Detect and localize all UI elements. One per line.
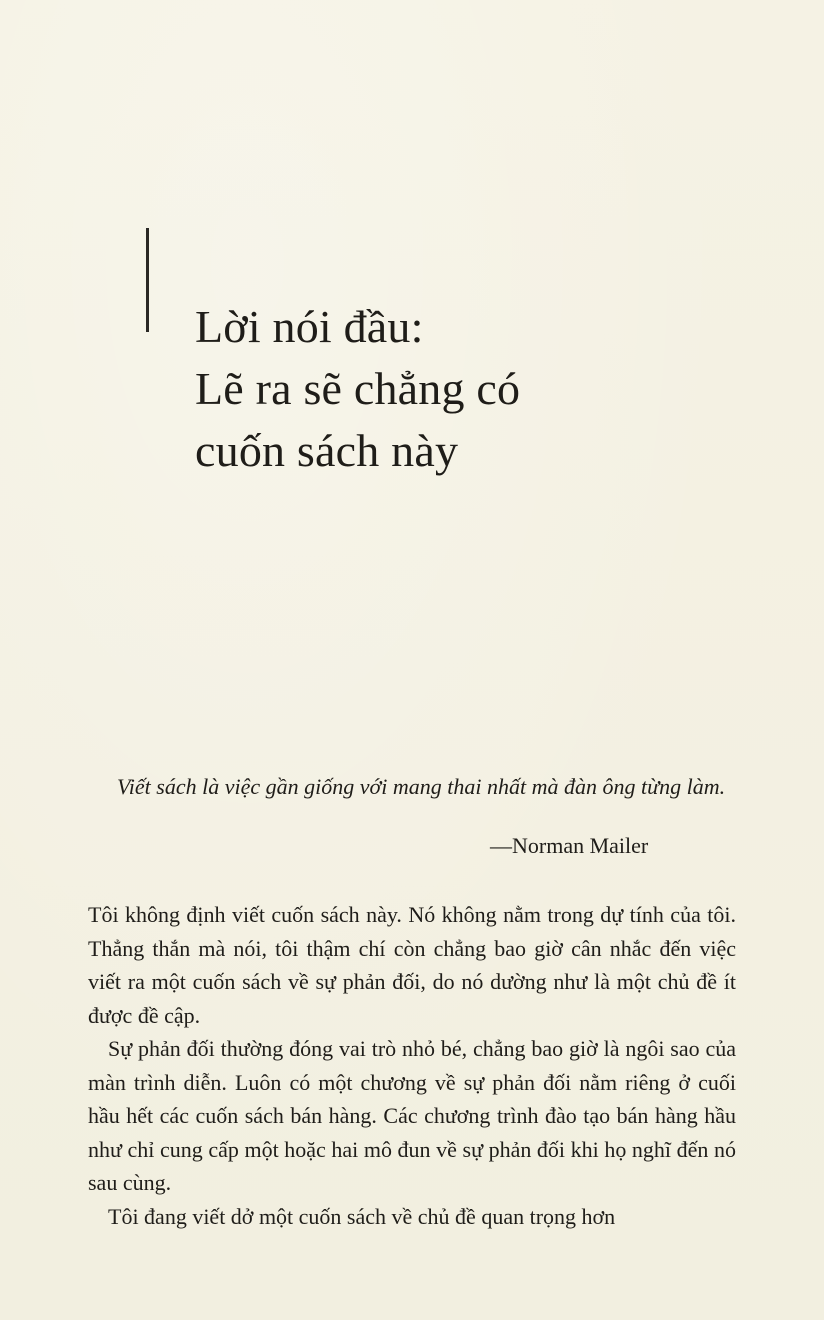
- epigraph-author: —Norman Mailer: [490, 833, 649, 858]
- body-paragraph-2: Sự phản đối thường đóng vai trò nhỏ bé, chẳng bao giờ là ngôi sao của màn trình diễn. Luôn có một chương về sự phản đối nằm riêng ở cuối hầu hết các cuốn sách bán hàng. Các chương trình đào tạo bán hàng hầu như chỉ cung cấp một hoặc hai mô đun về sự phản đối khi họ nghĩ đến nó sau cùng.: [88, 1036, 736, 1195]
- body-text: [88, 898, 736, 1233]
- chapter-title-line-3: cuốn sách này: [195, 425, 459, 476]
- epigraph: [117, 770, 727, 803]
- body-paragraph-1: Tôi không định viết cuốn sách này. Nó không nằm trong dự tính của tôi. Thẳng thắn mà nói, tôi thậm chí còn chẳng bao giờ cân nhắc đến việc viết ra một cuốn sách về sự phản đối, do nó dường như là một chủ đề ít được đề cập.: [88, 902, 736, 1028]
- body-paragraph-3: Tôi đang viết dở một cuốn sách về chủ đề quan trọng hơn: [108, 1203, 616, 1229]
- chapter-title: [195, 296, 520, 482]
- epigraph-quote: Viết sách là việc gần giống với mang thai nhất mà đàn ông từng làm.: [117, 774, 726, 799]
- chapter-title-line-2: Lẽ ra sẽ chẳng có: [195, 363, 521, 414]
- chapter-title-line-1: Lời nói đầu:: [195, 301, 424, 352]
- chapter-vertical-rule: [146, 228, 149, 332]
